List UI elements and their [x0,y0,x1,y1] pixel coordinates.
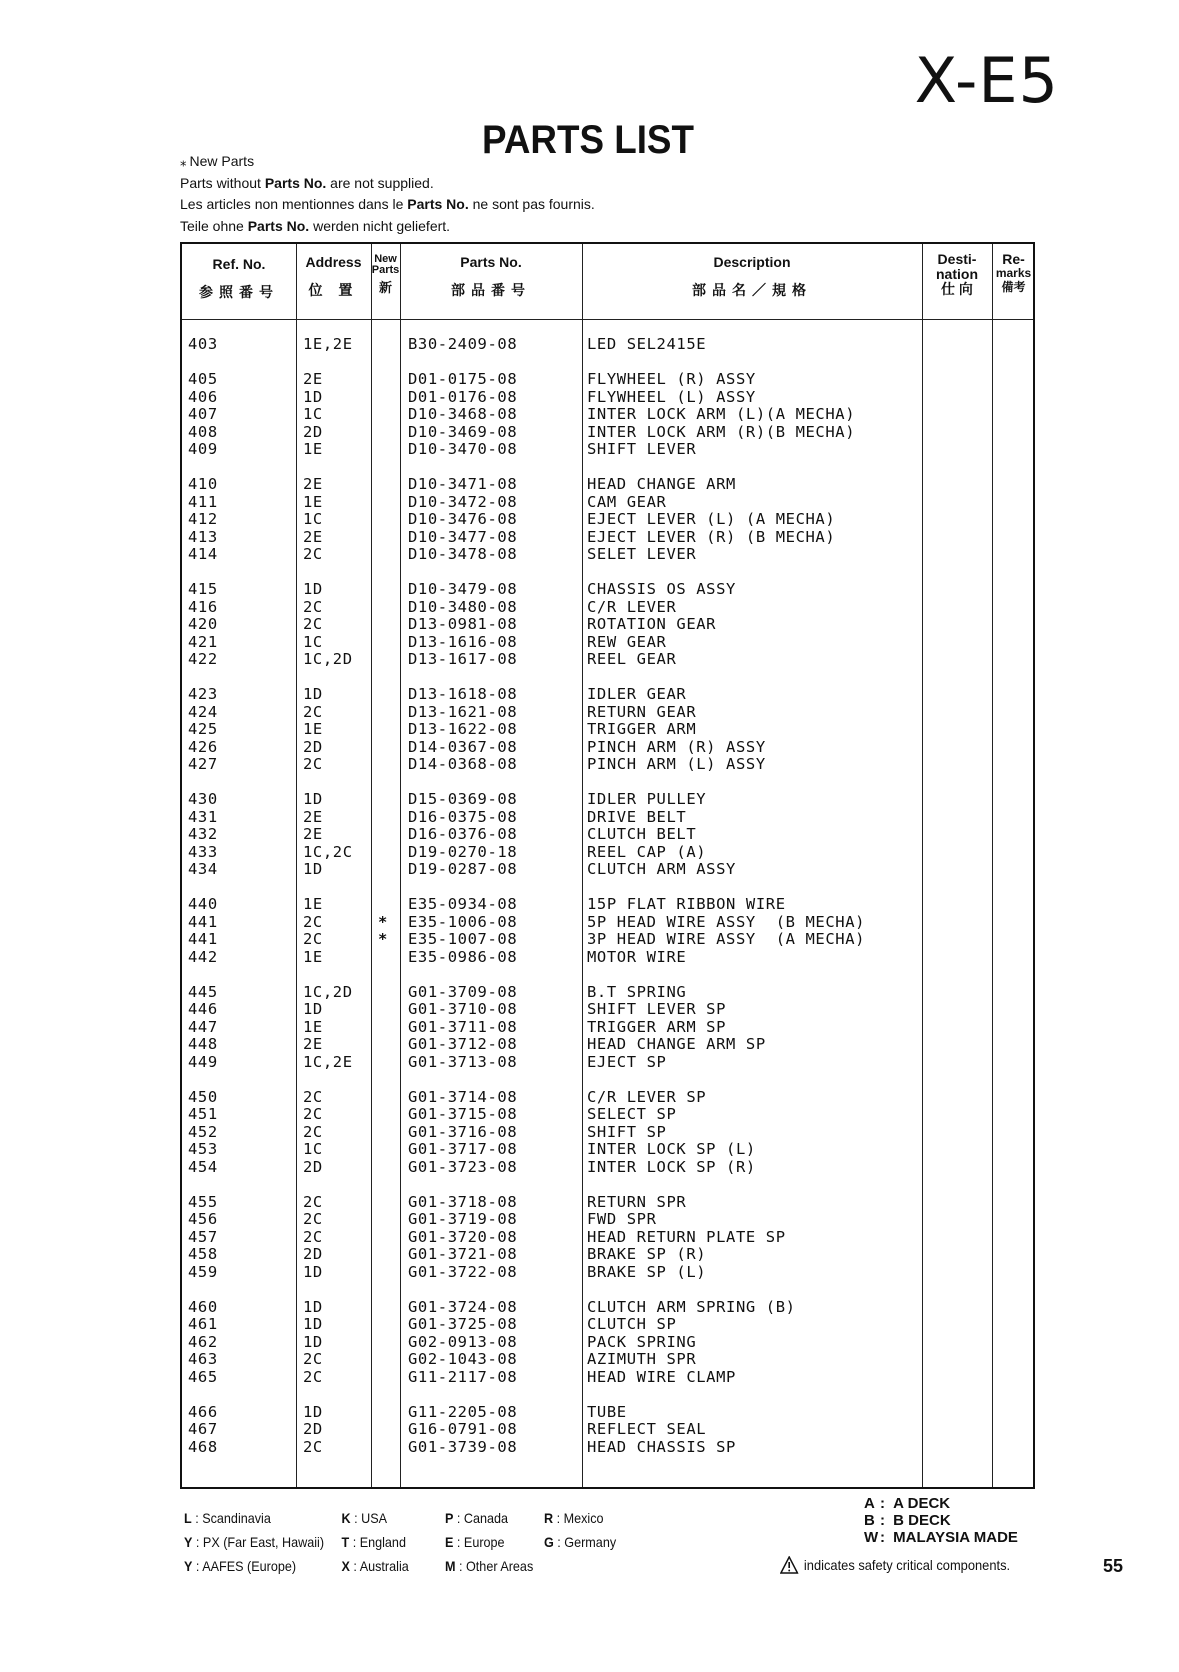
ref-cell: 463 [188,1350,218,1368]
description-cell: SHIFT SP [587,1122,667,1141]
description-cell: FLYWHEEL (L) ASSY [587,387,756,406]
legend-item: T : England [341,1534,406,1550]
address-cell: 2D [303,1245,323,1263]
ref-cell: 458 [188,1245,218,1263]
parts-no-cell: D15-0369-08 [408,790,518,808]
description-cell: REW GEAR [587,632,667,651]
description-cell: PACK SPRING [587,1332,697,1351]
description-cell: HEAD CHASSIS SP [587,1437,736,1456]
parts-no-cell: G02-1043-08 [408,1350,518,1368]
column-divider [296,244,297,1487]
parts-no-cell: D19-0270-18 [408,842,518,861]
address-cell: 2C [303,1437,323,1456]
address-cell: 2C [303,1087,323,1106]
parts-no-cell: D16-0375-08 [408,807,518,826]
ref-cell: 441 [188,912,218,931]
ref-cell: 465 [188,1367,218,1386]
parts-no-cell: E35-0986-08 [408,947,518,966]
address-cell: 2E [303,807,323,826]
description-cell: DRIVE BELT [587,807,687,826]
address-cell: 2C [303,1122,323,1141]
parts-no-cell: G01-3719-08 [408,1210,518,1228]
parts-no-cell: G01-3710-08 [408,1000,518,1018]
column-divider [371,244,372,1487]
ref-cell: 442 [188,947,218,966]
parts-no-cell: D13-1621-08 [408,702,518,721]
address-cell: 1E [303,720,323,738]
ref-cell: 420 [188,615,218,633]
parts-table [180,242,1035,1489]
model-name: X-E5 [914,44,1059,117]
ref-cell: 415 [188,580,218,598]
address-cell: 2C [303,1105,323,1123]
address-cell: 1C,2E [303,1052,353,1071]
deck-item: B : B DECK [864,1512,951,1529]
legend-row [184,1506,688,1530]
description-cell: 5P HEAD WIRE ASSY (B MECHA) [587,912,866,931]
parts-no-cell: G01-3724-08 [408,1297,518,1316]
ref-cell: 450 [188,1087,218,1106]
description-cell: HEAD CHANGE ARM SP [587,1035,766,1053]
ref-cell: 466 [188,1402,218,1421]
ref-cell: 425 [188,720,218,738]
legend-item: X : Australia [341,1558,409,1574]
address-cell: 2C [303,755,323,773]
parts-no-cell: G01-3714-08 [408,1087,518,1106]
ref-cell: 413 [188,527,218,546]
description-cell: TRIGGER ARM [587,720,697,738]
page-title: PARTS LIST [482,118,694,162]
header-new-parts: New Parts 新 [371,253,400,295]
description-cell: 3P HEAD WIRE ASSY (A MECHA) [587,930,866,948]
address-cell: 2E [303,527,323,546]
parts-no-cell: D10-3471-08 [408,475,518,493]
parts-no-cell: G01-3716-08 [408,1122,518,1141]
address-cell: 2C [303,930,323,948]
ref-cell: 460 [188,1297,218,1316]
legend-item: K : USA [341,1510,388,1526]
address-cell: 1D [303,1315,323,1333]
column-divider [922,244,923,1487]
address-cell: 2E [303,370,323,388]
description-cell: SELECT SP [587,1105,677,1123]
ref-cell: 445 [188,982,218,1001]
ref-cell: 453 [188,1140,218,1158]
header-address: Address 位 置 [305,254,362,298]
parts-no-cell: D10-3470-08 [408,440,518,458]
address-cell: 2E [303,825,323,843]
description-cell: ROTATION GEAR [587,615,717,633]
asterisk-icon: ⁎ [180,154,187,169]
description-cell: CAM GEAR [587,492,667,511]
parts-no-cell: D10-3472-08 [408,492,518,511]
description-cell: B.T SPRING [587,982,687,1001]
column-divider [582,244,583,1487]
address-cell: 1D [303,1402,323,1421]
parts-no-cell: D10-3479-08 [408,580,518,598]
ref-cell: 423 [188,685,218,703]
legend-item: E : Europe [445,1534,505,1550]
address-cell: 1D [303,1262,323,1281]
description-cell: BRAKE SP (L) [587,1262,707,1281]
new-parts-label: New Parts [189,153,255,169]
parts-no-cell: G16-0791-08 [408,1420,518,1438]
parts-no-cell: D10-3468-08 [408,405,518,423]
description-cell: EJECT LEVER (R) (B MECHA) [587,527,836,546]
legend-item: R : Mexico [544,1510,604,1526]
parts-no-cell: D10-3476-08 [408,510,518,528]
warning-triangle-icon [780,1556,798,1574]
parts-no-cell: G11-2117-08 [408,1367,518,1386]
parts-no-cell: D10-3469-08 [408,422,518,441]
new-parts-cell: * [378,930,388,948]
address-cell: 2E [303,475,323,493]
ref-cell: 416 [188,597,218,616]
legend-item: P : Canada [445,1510,509,1526]
address-cell: 1E [303,492,323,511]
parts-no-cell: G01-3709-08 [408,982,518,1001]
description-cell: BRAKE SP (R) [587,1245,707,1263]
parts-no-cell: D14-0367-08 [408,737,518,756]
description-cell: FWD SPR [587,1210,657,1228]
address-cell: 1C [303,405,323,423]
legend-item: G : Germany [544,1534,617,1550]
parts-no-cell: D10-3478-08 [408,545,518,563]
ref-cell: 431 [188,807,218,826]
column-divider [992,244,993,1487]
description-cell: MOTOR WIRE [587,947,687,966]
description-cell: CLUTCH BELT [587,825,697,843]
address-cell: 2C [303,702,323,721]
note-line-en: Parts without Parts No. are not supplied. [180,174,434,191]
ref-cell: 432 [188,825,218,843]
description-cell: INTER LOCK SP (L) [587,1140,756,1158]
address-cell: 1C,2C [303,842,353,861]
parts-no-cell: E35-1007-08 [408,930,518,948]
ref-cell: 452 [188,1122,218,1141]
description-cell: REEL GEAR [587,650,677,668]
description-cell: REEL CAP (A) [587,842,707,861]
parts-no-cell: D13-1622-08 [408,720,518,738]
address-cell: 2C [303,1210,323,1228]
ref-cell: 433 [188,842,218,861]
ref-cell: 408 [188,422,218,441]
description-cell: EJECT LEVER (L) (A MECHA) [587,510,836,528]
ref-cell: 441 [188,930,218,948]
header-description: Description 部品名／規格 [692,254,812,298]
ref-cell: 412 [188,510,218,528]
ref-cell: 451 [188,1105,218,1123]
parts-no-cell: D13-1617-08 [408,650,518,668]
description-cell: EJECT SP [587,1052,667,1071]
ref-cell: 456 [188,1210,218,1228]
ref-cell: 446 [188,1000,218,1018]
column-divider [400,244,401,1487]
description-cell: RETURN GEAR [587,702,697,721]
parts-no-cell: G01-3718-08 [408,1192,518,1211]
address-cell: 1E [303,947,323,966]
ref-cell: 411 [188,492,218,511]
description-cell: CLUTCH ARM SPRING (B) [587,1297,796,1316]
address-cell: 1D [303,1332,323,1351]
description-cell: HEAD RETURN PLATE SP [587,1227,786,1246]
parts-no-cell: G01-3711-08 [408,1017,518,1036]
description-cell: CHASSIS OS ASSY [587,580,736,598]
address-cell: 1D [303,1297,323,1316]
parts-no-cell: E35-1006-08 [408,912,518,931]
notes [180,151,595,237]
description-cell: PINCH ARM (L) ASSY [587,755,766,773]
description-cell: SHIFT LEVER [587,440,697,458]
legend-item: M : Other Areas [445,1558,534,1574]
description-cell: INTER LOCK ARM (L)(A MECHA) [587,405,856,423]
deck-legend [864,1495,1018,1546]
address-cell: 2C [303,597,323,616]
address-cell: 1C [303,1140,323,1158]
description-cell: IDLER PULLEY [587,790,707,808]
address-cell: 2C [303,615,323,633]
ref-cell: 407 [188,405,218,423]
parts-no-cell: D10-3480-08 [408,597,518,616]
address-cell: 1D [303,860,323,878]
legend-item: Y : AAFES (Europe) [184,1558,297,1574]
description-cell: C/R LEVER SP [587,1087,707,1106]
parts-no-cell: G01-3722-08 [408,1262,518,1281]
parts-no-cell: G01-3712-08 [408,1035,518,1053]
ref-cell: 448 [188,1035,218,1053]
parts-no-cell: G01-3725-08 [408,1315,518,1333]
header-parts-no: Parts No. 部品番号 [451,254,531,298]
address-cell: 2C [303,1350,323,1368]
address-cell: 2C [303,1227,323,1246]
address-cell: 1D [303,790,323,808]
deck-item: W : MALAYSIA MADE [864,1529,1018,1546]
header-destination: Desti- nation 仕 向 [936,251,978,297]
description-cell: CLUTCH SP [587,1315,677,1333]
parts-no-cell: G01-3715-08 [408,1105,518,1123]
parts-no-cell: E35-0934-08 [408,895,518,913]
address-cell: 2C [303,912,323,931]
address-cell: 1E,2E [303,335,353,353]
address-cell: 1E [303,895,323,913]
address-cell: 1E [303,1017,323,1036]
ref-cell: 427 [188,755,218,773]
ref-cell: 405 [188,370,218,388]
parts-no-cell: D10-3477-08 [408,527,518,546]
address-cell: 2D [303,1420,323,1438]
parts-no-cell: D01-0175-08 [408,370,518,388]
ref-cell: 468 [188,1437,218,1456]
ref-cell: 459 [188,1262,218,1281]
legend-row [184,1530,688,1554]
ref-cell: 421 [188,632,218,651]
address-cell: 1E [303,440,323,458]
parts-no-cell: D01-0176-08 [408,387,518,406]
safety-note [780,1556,1010,1574]
parts-no-cell: G01-3721-08 [408,1245,518,1263]
note-line-fr: Les articles non mentionnes dans le Parts No. ne sont pas fournis. [180,196,595,212]
header-divider [182,319,1033,320]
description-cell: HEAD CHANGE ARM [587,475,736,493]
parts-no-cell: G01-3739-08 [408,1437,518,1456]
description-cell: SELET LEVER [587,545,697,563]
parts-no-cell: D14-0368-08 [408,755,518,773]
ref-cell: 430 [188,790,218,808]
address-cell: 1C,2D [303,650,353,668]
ref-cell: 424 [188,702,218,721]
ref-cell: 461 [188,1315,218,1333]
address-cell: 2D [303,737,323,756]
parts-no-cell: D19-0287-08 [408,860,518,878]
address-cell: 2C [303,1367,323,1386]
ref-cell: 467 [188,1420,218,1438]
address-cell: 1D [303,387,323,406]
address-cell: 2D [303,1157,323,1176]
address-cell: 1D [303,580,323,598]
ref-cell: 447 [188,1017,218,1036]
ref-cell: 403 [188,335,218,353]
description-cell: HEAD WIRE CLAMP [587,1367,736,1386]
address-cell: 2C [303,1192,323,1211]
ref-cell: 455 [188,1192,218,1211]
address-cell: 1C [303,510,323,528]
address-cell: 1C [303,632,323,651]
ref-cell: 422 [188,650,218,668]
note-line-de: Teile ohne Parts No. werden nicht geliefert. [180,217,451,234]
address-cell: 2C [303,545,323,563]
ref-cell: 462 [188,1332,218,1351]
ref-cell: 414 [188,545,218,563]
description-cell: REFLECT SEAL [587,1420,707,1438]
parts-no-cell: G01-3713-08 [408,1052,518,1071]
description-cell: INTER LOCK SP (R) [587,1157,756,1176]
description-cell: AZIMUTH SPR [587,1350,697,1368]
parts-no-cell: G01-3723-08 [408,1157,518,1176]
ref-cell: 434 [188,860,218,878]
destination-legend [184,1506,688,1578]
description-cell: INTER LOCK ARM (R)(B MECHA) [587,422,856,441]
parts-no-cell: G11-2205-08 [408,1402,518,1421]
ref-cell: 457 [188,1227,218,1246]
header-remarks: Re- marks 備考 [995,251,1032,294]
ref-cell: 440 [188,895,218,913]
ref-cell: 426 [188,737,218,756]
ref-cell: 409 [188,440,218,458]
ref-cell: 406 [188,387,218,406]
new-parts-note [180,151,595,173]
description-cell: TUBE [587,1402,627,1421]
ref-cell: 410 [188,475,218,493]
parts-no-cell: D13-1616-08 [408,632,518,651]
address-cell: 1D [303,1000,323,1018]
header-ref: Ref. No. 参照番号 [199,256,279,300]
description-cell: TRIGGER ARM SP [587,1017,727,1036]
ref-cell: 454 [188,1157,218,1176]
parts-no-cell: D13-0981-08 [408,615,518,633]
page-number: 55 [1103,1556,1124,1576]
description-cell: RETURN SPR [587,1192,687,1211]
address-cell: 2E [303,1035,323,1053]
description-cell: LED SEL2415E [587,335,707,353]
parts-no-cell: G02-0913-08 [408,1332,518,1351]
parts-no-cell: B30-2409-08 [408,335,518,353]
legend-item: L : Scandinavia [184,1510,271,1526]
parts-no-cell: D13-1618-08 [408,685,518,703]
parts-no-cell: G01-3717-08 [408,1140,518,1158]
address-cell: 2D [303,422,323,441]
new-parts-cell: * [378,912,388,931]
ref-cell: 449 [188,1052,218,1071]
parts-no-cell: D16-0376-08 [408,825,518,843]
description-cell: IDLER GEAR [587,685,687,703]
deck-item: A : A DECK [864,1495,951,1512]
parts-no-cell: G01-3720-08 [408,1227,518,1246]
description-cell: CLUTCH ARM ASSY [587,860,736,878]
description-cell: SHIFT LEVER SP [587,1000,727,1018]
address-cell: 1D [303,685,323,703]
description-cell: 15P FLAT RIBBON WIRE [587,895,786,913]
description-cell: C/R LEVER [587,597,677,616]
legend-item: Y : PX (Far East, Hawaii) [184,1534,325,1550]
description-cell: PINCH ARM (R) ASSY [587,737,766,756]
address-cell: 1C,2D [303,982,353,1001]
description-cell: FLYWHEEL (R) ASSY [587,370,756,388]
safety-text: indicates safety critical components. [803,1557,1011,1573]
legend-row [184,1554,688,1578]
